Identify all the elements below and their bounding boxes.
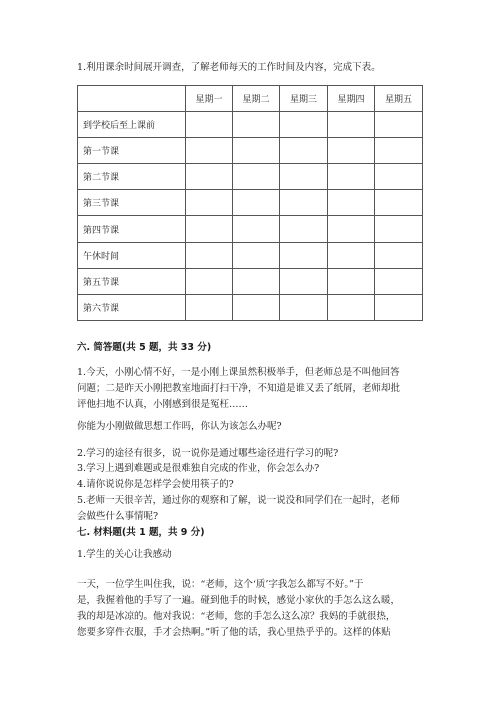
table-cell[interactable]	[375, 138, 423, 164]
section-7-title: 七. 材料题(共 1 题，共 9 分)	[77, 527, 205, 538]
teacher-schedule-table	[77, 85, 423, 321]
short-answer-1-line-3: 评他扫地不认真，小刚感到很是冤枉……	[77, 399, 249, 410]
table-cell[interactable]	[233, 190, 280, 216]
row-label: 第四节课	[78, 216, 186, 242]
table-row	[78, 268, 423, 294]
question-1-title: 1.利用课余时间展开调查，了解老师每天的工作时间及内容，完成下表。	[77, 62, 381, 73]
table-row	[78, 112, 423, 138]
table-cell[interactable]	[328, 112, 375, 138]
table-cell[interactable]	[233, 268, 280, 294]
table-row	[78, 164, 423, 190]
short-answer-4: 4.请你说说你是怎样学会使用筷子的?	[77, 479, 234, 490]
table-cell[interactable]	[233, 164, 280, 190]
header-empty-cell	[78, 86, 186, 112]
table-cell[interactable]	[233, 294, 280, 320]
row-label: 第二节课	[78, 164, 186, 190]
table-cell[interactable]	[375, 190, 423, 216]
table-row	[78, 138, 423, 164]
table-cell[interactable]	[186, 268, 233, 294]
table-cell[interactable]	[375, 216, 423, 242]
table-cell[interactable]	[186, 294, 233, 320]
short-answer-3: 3.学习上遇到难题或是很难独自完成的作业，你会怎么办?	[77, 463, 320, 474]
table-cell[interactable]	[233, 112, 280, 138]
header-thursday: 星期四	[328, 86, 375, 112]
table-row	[78, 190, 423, 216]
table-cell[interactable]	[328, 138, 375, 164]
header-wednesday: 星期三	[280, 86, 328, 112]
table-cell[interactable]	[328, 242, 375, 268]
table-row	[78, 216, 423, 242]
passage-line-1: 一天，一位学生叫住我，说：“老师，这个‘质’字我怎么都写不好。”于	[77, 579, 364, 590]
short-answer-2: 2.学习的途径有很多，说一说你是通过哪些途径进行学习的呢?	[77, 448, 339, 459]
row-label: 午休时间	[78, 242, 186, 268]
table-row	[78, 294, 423, 320]
table-cell[interactable]	[233, 138, 280, 164]
row-label: 第五节课	[78, 268, 186, 294]
short-answer-5-line-1: 5.老师一天很辛苦，通过你的观察和了解，说一说没和同学们在一起时，老师	[77, 495, 400, 506]
table-cell[interactable]	[328, 216, 375, 242]
table-cell[interactable]	[280, 164, 328, 190]
short-answer-1-line-2: 问题；二是昨天小刚把教室地面打扫干净，不知道是谁又丢了纸屑，老师却批	[77, 383, 401, 394]
table-cell[interactable]	[186, 138, 233, 164]
table-cell[interactable]	[186, 190, 233, 216]
table-cell[interactable]	[328, 190, 375, 216]
table-cell[interactable]	[375, 112, 423, 138]
header-monday: 星期一	[186, 86, 233, 112]
table-cell[interactable]	[186, 112, 233, 138]
row-label: 第一节课	[78, 138, 186, 164]
row-label: 第三节课	[78, 190, 186, 216]
table-cell[interactable]	[375, 294, 423, 320]
passage-line-2: 是，我握着他的手写了一遍。碰到他手的时候，感觉小家伙的手怎么这么暖，	[77, 595, 401, 606]
table-cell[interactable]	[280, 112, 328, 138]
table-cell[interactable]	[375, 164, 423, 190]
table-cell[interactable]	[375, 242, 423, 268]
table-cell[interactable]	[280, 216, 328, 242]
passage-line-4: 您要多穿件衣服，手才会热啊。”听了他的话，我心里热乎乎的。这样的体贴	[77, 627, 391, 638]
table-cell[interactable]	[280, 294, 328, 320]
table-row	[78, 242, 423, 268]
passage-line-3: 我的却是冰凉的。他对我说：“老师，您的手怎么这么凉？我妈的手就很热，	[77, 611, 396, 622]
table-cell[interactable]	[186, 164, 233, 190]
table-cell[interactable]	[328, 294, 375, 320]
short-answer-1-line-1: 1.今天，小刚心情不好，一是小刚上课虽然积极举手，但老师总是不叫他回答	[77, 367, 400, 378]
table-cell[interactable]	[233, 242, 280, 268]
short-answer-1-prompt: 你能为小刚做做思想工作吗，你认为该怎么办呢?	[77, 421, 282, 432]
section-6-title: 六. 简答题(共 5 题，共 33 分)	[77, 342, 212, 353]
table-cell[interactable]	[328, 268, 375, 294]
table-cell[interactable]	[280, 242, 328, 268]
material-question-1-title: 1.学生的关心让我感动	[77, 549, 172, 560]
table-cell[interactable]	[280, 190, 328, 216]
table-cell[interactable]	[375, 268, 423, 294]
table-cell[interactable]	[280, 268, 328, 294]
table-cell[interactable]	[328, 164, 375, 190]
short-answer-5-line-2: 会做些什么事情呢?	[77, 511, 159, 522]
table-header-row	[78, 86, 423, 112]
table-cell[interactable]	[280, 138, 328, 164]
table-cell[interactable]	[186, 242, 233, 268]
header-tuesday: 星期二	[233, 86, 280, 112]
row-label: 第六节课	[78, 294, 186, 320]
table-cell[interactable]	[233, 216, 280, 242]
row-label: 到学校后至上课前	[78, 112, 186, 138]
table-cell[interactable]	[186, 216, 233, 242]
header-friday: 星期五	[375, 86, 423, 112]
